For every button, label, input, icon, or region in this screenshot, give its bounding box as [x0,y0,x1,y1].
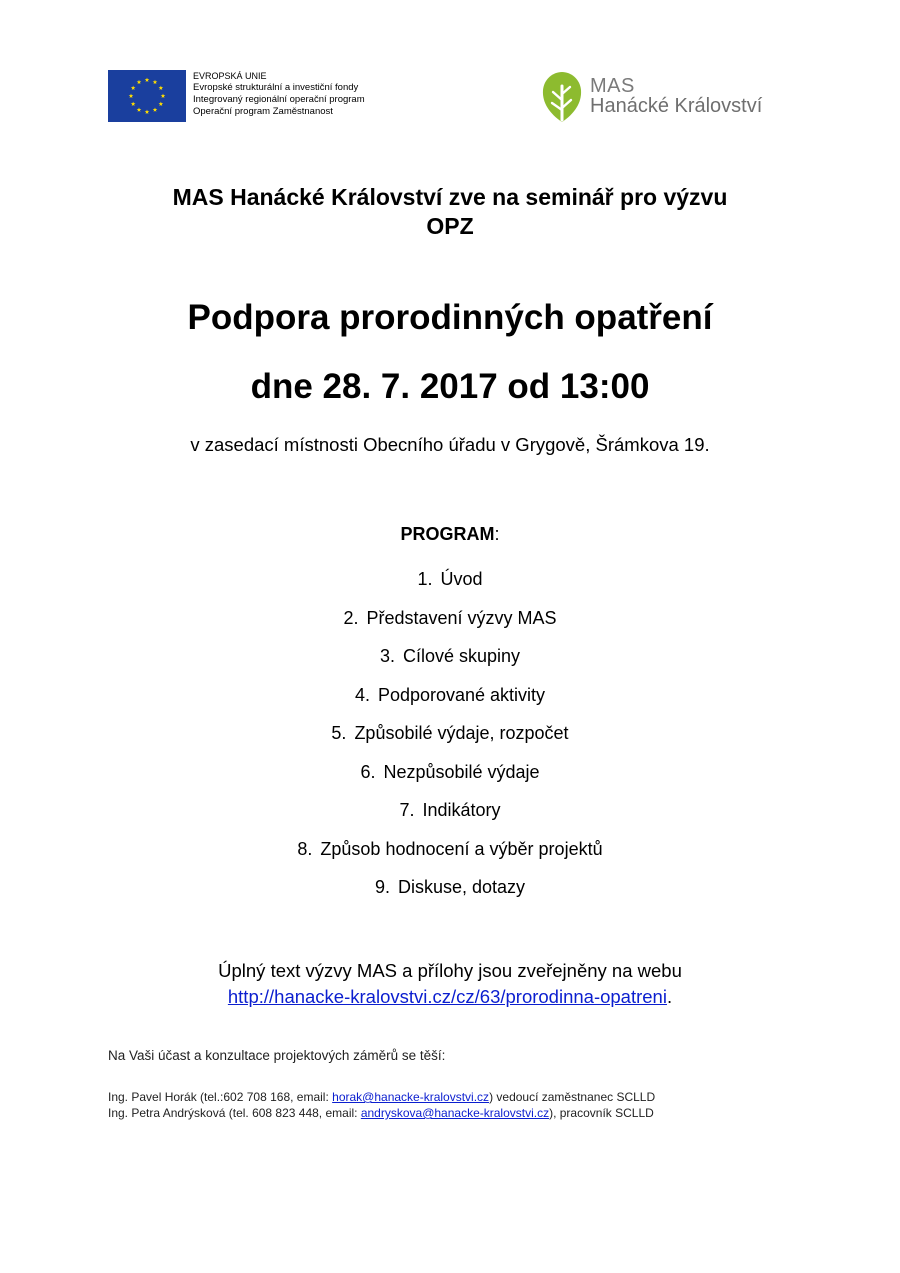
mas-logo [540,70,790,125]
event-venue: v zasedací místnosti Obecního úřadu v Grygově, Šrámkova 19. [190,434,710,455]
event-title: Podpora prorodinných opatření [187,298,713,337]
program-item-number: 4. [354,684,370,705]
program-item-text: Cílové skupiny [402,646,521,666]
eu-logo-line: Integrovaný regionální operační program [193,94,365,105]
program-item-text: Úvod [440,569,483,589]
web-note [0,958,900,1010]
contact-line [108,1105,655,1121]
program-colon: : [494,524,500,544]
program-item [0,565,900,604]
contact-email-link[interactable]: andryskova@hanacke-kralovstvi.cz [360,1106,550,1120]
program-item-text: Indikátory [422,800,501,820]
web-link[interactable]: http://hanacke-kralovstvi.cz/cz/63/prorodinna-opatreni [227,986,667,1007]
event-date: dne 28. 7. 2017 od 13:00 [250,367,650,406]
mas-logo-line2: Hanácké Království [590,95,763,117]
program-label: PROGRAM [400,524,495,544]
program-item-number: 9. [374,877,390,897]
program-item [0,604,900,643]
contact-details: Ing. Petra Andrýsková (tel. 608 823 448, email: [108,1106,361,1120]
eu-flag-icon [108,70,186,122]
eu-logo-line: Operační program Zaměstnanost [193,106,333,117]
intro-heading [0,183,900,241]
program-item [0,796,900,835]
web-note-period: . [666,986,673,1007]
program-item-number: 7. [399,800,415,820]
intro-line: OPZ [426,213,474,239]
program-item-text: Představení výzvy MAS [366,607,557,628]
program-item-text: Podporované aktivity [377,684,546,705]
program-item [0,835,900,874]
program-item-number: 2. [343,607,359,628]
eu-logo-line: EVROPSKÁ UNIE [193,71,267,81]
program-item-text: Způsobilé výdaje, rozpočet [354,723,569,743]
program-item [0,758,900,797]
contact-details: Ing. Pavel Horák (tel.:602 708 168, email: [108,1090,333,1104]
program-item-text: Diskuse, dotazy [397,877,526,897]
eu-logo-line: Evropské strukturální a investiční fondy [193,82,359,93]
program-item [0,681,900,720]
program-item-number: 3. [379,646,395,666]
program-heading [0,524,900,545]
eu-logo-text [193,70,365,118]
program-item-number: 5. [331,723,347,743]
program-item-text: Způsob hodnocení a výběr projektů [320,838,603,859]
program-list [0,565,900,912]
web-note-text: Úplný text výzvy MAS a přílohy jsou zveřejněny na webu [218,960,682,981]
program-item [0,642,900,681]
program-item-number: 8. [297,838,313,859]
contact-role: ), pracovník SCLLD [549,1106,654,1120]
mas-logo-line1: MAS [590,75,635,97]
contact-role: ) vedoucí zaměstnanec SCLLD [489,1090,656,1104]
web-note-link-line [0,984,900,1010]
contacts-block [108,1089,655,1121]
program-item [0,719,900,758]
program-item [0,873,900,912]
intro-line: MAS Hanácké Království zve na seminář pro výzvu [172,184,728,210]
thanks-text: Na Vaši účast a konzultace projektových záměrů se těší: [108,1048,446,1063]
program-item-text: Nezpůsobilé výdaje [383,761,540,782]
program-item-number: 1. [417,569,433,589]
contact-email-link[interactable]: horak@hanacke-kralovstvi.cz [332,1090,490,1104]
contact-line [108,1089,655,1105]
leaf-icon [540,70,584,125]
program-item-number: 6. [360,761,376,782]
